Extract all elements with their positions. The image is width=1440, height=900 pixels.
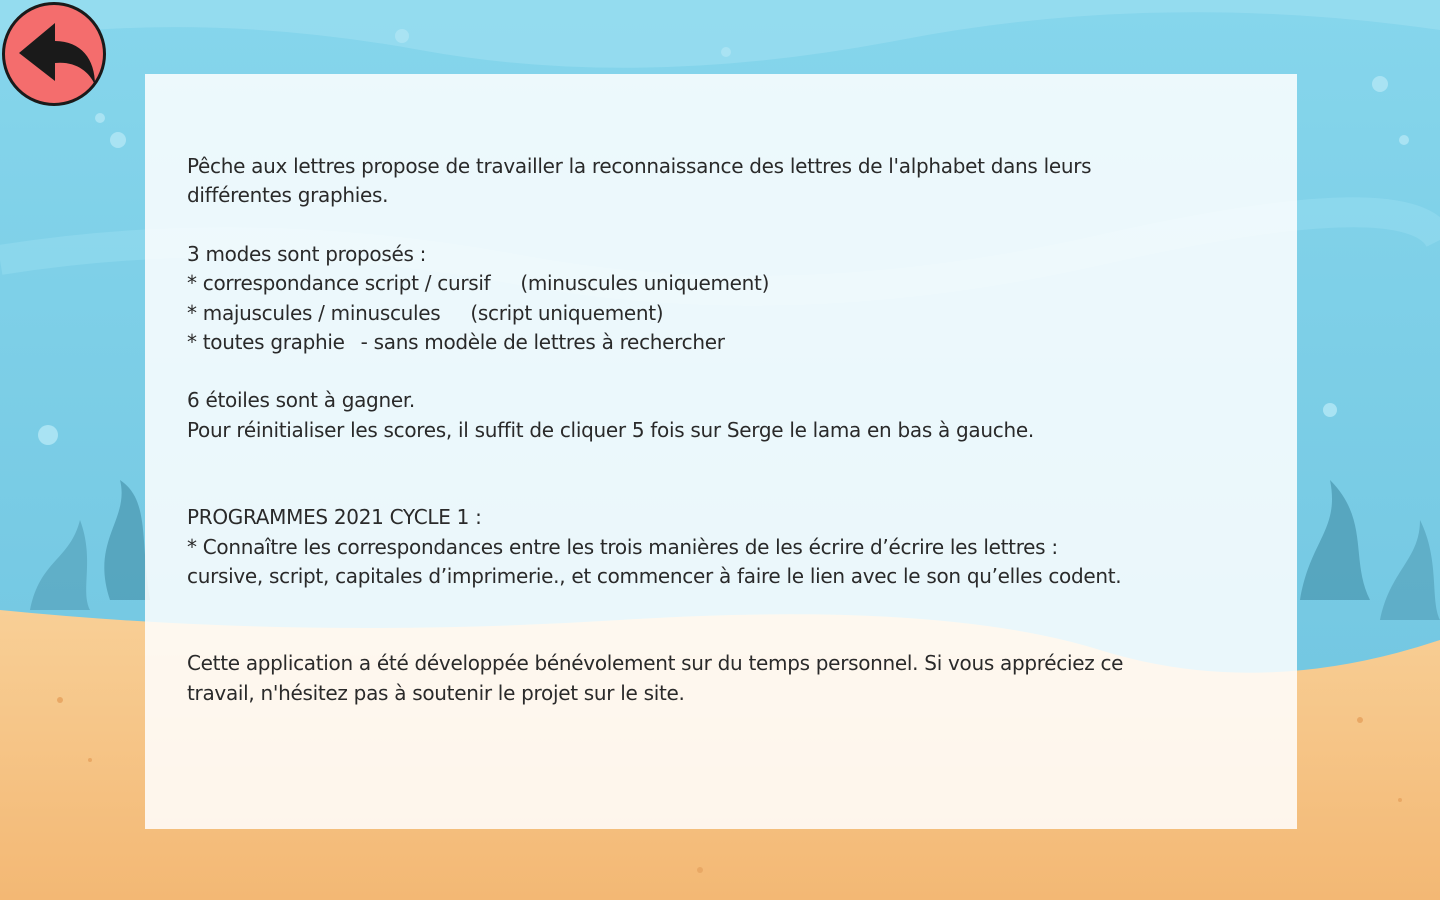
mode-item xyxy=(187,328,1255,357)
modes-title: 3 modes sont proposés : xyxy=(187,241,427,266)
intro-line-1: Pêche aux lettres propose de travailler la reconnaissance des lettres de l'alphabet dans leurs xyxy=(187,154,1092,178)
back-arrow-icon xyxy=(15,19,99,91)
mode-label: * correspondance script / cursif xyxy=(187,271,491,296)
info-text xyxy=(187,152,1255,708)
mode-label: * majuscules / minuscules xyxy=(187,300,441,325)
support-line-1: Cette application a été développée bénévolement sur du temps personnel. Si vous appréciez ce xyxy=(187,651,1124,676)
mode-item xyxy=(187,299,1255,328)
support-line-2: travail, n'hésitez pas à soutenir le projet sur le site. xyxy=(187,680,685,705)
mode-note: - sans modèle de lettres à rechercher xyxy=(360,330,725,355)
programmes-title: PROGRAMMES 2021 CYCLE 1 : xyxy=(187,505,482,530)
mode-label: * toutes graphie xyxy=(187,330,345,355)
intro-line-2: différentes graphies. xyxy=(187,183,389,208)
stars-line: 6 étoiles sont à gagner. xyxy=(187,388,415,413)
mode-item xyxy=(187,269,1255,298)
programmes-line-1: * Connaître les correspondances entre les trois manières de les écrire d’écrire les lettres : xyxy=(187,534,1058,559)
programmes-line-2: cursive, script, capitales d’imprimerie., et commencer à faire le lien avec le son qu’elles codent. xyxy=(187,564,1122,589)
mode-note: (minuscules uniquement) xyxy=(520,271,770,296)
back-button[interactable] xyxy=(2,2,106,106)
reset-line: Pour réinitialiser les scores, il suffit de cliquer 5 fois sur Serge le lama en bas à gauche. xyxy=(187,417,1034,442)
mode-note: (script uniquement) xyxy=(470,300,664,325)
info-panel xyxy=(145,74,1297,829)
